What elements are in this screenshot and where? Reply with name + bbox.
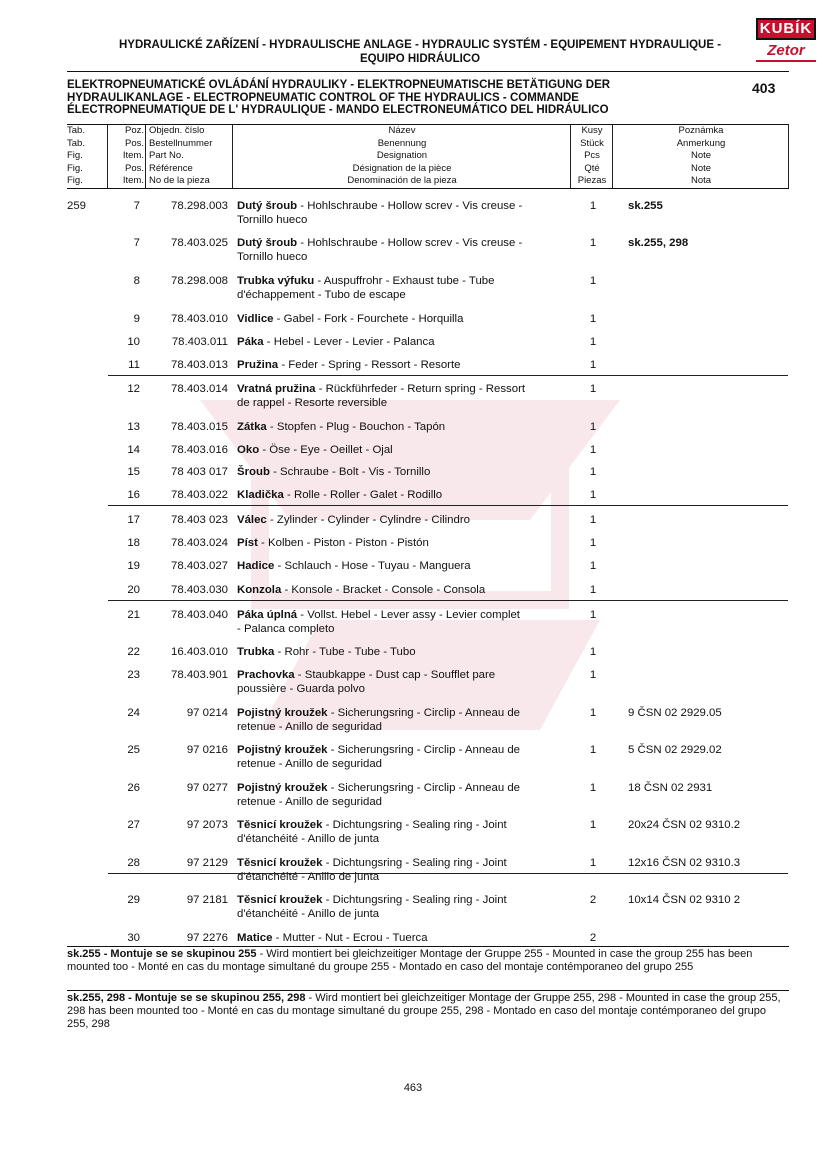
footnote-sk255 bbox=[67, 948, 787, 974]
column-heading-name: Název Benennung Designation Désignation de la pièce Denominación de la pieza bbox=[347, 125, 457, 187]
row-note: 20x24 ČSN 02 9310.2 bbox=[628, 819, 741, 831]
row-position: 9 bbox=[133, 313, 140, 325]
row-name bbox=[237, 236, 567, 264]
row-name-translations: - Sicherungsring - Circlip - Anneau de bbox=[327, 707, 520, 719]
row-name bbox=[237, 668, 567, 696]
row-name-czech: Páka bbox=[237, 336, 264, 348]
row-position: 22 bbox=[127, 646, 140, 658]
row-note: 10x14 ČSN 02 9310 2 bbox=[628, 894, 741, 906]
row-quantity: 1 bbox=[589, 560, 597, 572]
row-quantity: 1 bbox=[589, 609, 597, 621]
row-name-translations: - Hohlschraube - Hollow screv - Vis creuse - bbox=[297, 237, 523, 249]
row-name-translations: - Rolle - Roller - Galet - Rodillo bbox=[283, 489, 443, 501]
row-name bbox=[237, 382, 567, 410]
row-position: 16 bbox=[127, 489, 140, 501]
row-quantity: 1 bbox=[589, 489, 597, 501]
row-order-number: 78.403.024 bbox=[170, 537, 228, 549]
row-name bbox=[237, 818, 567, 846]
row-order-number: 78.403.040 bbox=[170, 609, 228, 621]
row-quantity: 1 bbox=[589, 744, 597, 756]
brand-logo bbox=[756, 18, 816, 64]
row-quantity: 1 bbox=[589, 857, 597, 869]
row-name-translations: - Rückführfeder - Return spring - Ressort bbox=[315, 383, 526, 395]
row-name-czech: Dutý šroub bbox=[237, 200, 298, 212]
row-order-number: 78.403.016 bbox=[170, 444, 228, 456]
row-position: 18 bbox=[127, 537, 140, 549]
row-name-translations: - Hebel - Lever - Levier - Palanca bbox=[263, 336, 435, 348]
row-quantity: 2 bbox=[589, 894, 597, 906]
row-name-line-2: retenue - Anillo de seguridad bbox=[237, 758, 383, 770]
row-order-number: 78.298.003 bbox=[170, 200, 228, 212]
row-name-line-2: d'étanchéité - Anillo de junta bbox=[237, 833, 380, 845]
row-note: 5 ČSN 02 2929.02 bbox=[628, 744, 722, 756]
row-name-czech: Těsnicí kroužek bbox=[237, 857, 323, 869]
row-name-czech: Pojistný kroužek bbox=[237, 782, 328, 794]
group-number: 259 bbox=[67, 200, 87, 212]
row-name-czech: Zátka bbox=[237, 421, 267, 433]
row-order-number: 78.403 023 bbox=[170, 514, 228, 526]
row-name-translations: - Mutter - Nut - Ecrou - Tuerca bbox=[272, 932, 428, 944]
row-quantity: 1 bbox=[589, 782, 597, 794]
row-name-translations: - Sicherungsring - Circlip - Anneau de bbox=[327, 744, 520, 756]
row-quantity: 1 bbox=[589, 444, 597, 456]
table-header-rule bbox=[67, 188, 789, 189]
row-name-czech: Pružina bbox=[237, 359, 279, 371]
row-name bbox=[237, 781, 567, 809]
row-name-translations: - Dichtungsring - Sealing ring - Joint bbox=[322, 894, 507, 906]
column-heading-order-number: Objedn. číslo Bestellnummer Part No. Référence No de la pieza bbox=[149, 125, 213, 187]
row-order-number: 78 403 017 bbox=[170, 466, 228, 478]
row-position: 21 bbox=[127, 609, 140, 621]
section-title-line-2: HYDRAULIKANLAGE - ELECTROPNEUMATIC CONTROL OF THE HYDRAULICS - COMMANDE bbox=[67, 91, 579, 104]
row-position: 8 bbox=[133, 275, 140, 287]
row-name-translations: - Feder - Spring - Ressort - Resorte bbox=[278, 359, 461, 371]
column-divider bbox=[788, 125, 789, 188]
row-note: sk.255, 298 bbox=[628, 237, 689, 249]
row-position: 11 bbox=[128, 359, 140, 371]
row-order-number: 78.403.027 bbox=[170, 560, 228, 572]
row-name-line-2: - Palanca completo bbox=[237, 623, 335, 635]
row-quantity: 1 bbox=[589, 537, 597, 549]
row-order-number: 78.403.013 bbox=[170, 359, 228, 371]
column-divider bbox=[145, 125, 146, 188]
footnote-sk255-298 bbox=[67, 992, 787, 1031]
row-name-czech: Konzola bbox=[237, 584, 282, 596]
row-order-number: 78.403.014 bbox=[170, 383, 228, 395]
row-name bbox=[237, 856, 567, 884]
row-name bbox=[237, 199, 567, 227]
section-title bbox=[67, 79, 757, 117]
row-position: 26 bbox=[127, 782, 140, 794]
row-name bbox=[237, 335, 567, 349]
column-divider bbox=[232, 125, 233, 188]
row-name-czech: Těsnicí kroužek bbox=[237, 819, 323, 831]
row-quantity: 1 bbox=[589, 421, 597, 433]
row-name-czech: Šroub bbox=[237, 466, 270, 478]
row-quantity: 1 bbox=[589, 707, 597, 719]
row-name-czech: Pojistný kroužek bbox=[237, 707, 328, 719]
row-quantity: 1 bbox=[589, 275, 597, 287]
row-quantity: 1 bbox=[589, 669, 597, 681]
row-quantity: 1 bbox=[589, 466, 597, 478]
row-order-number: 97 2073 bbox=[186, 819, 228, 831]
row-quantity: 1 bbox=[589, 313, 597, 325]
row-note: 18 ČSN 02 2931 bbox=[628, 782, 713, 794]
row-name-czech: Kladička bbox=[237, 489, 284, 501]
row-position: 13 bbox=[127, 421, 140, 433]
row-order-number: 97 0277 bbox=[186, 782, 228, 794]
row-name bbox=[237, 583, 567, 597]
row-order-number: 78.403.010 bbox=[170, 313, 228, 325]
row-position: 28 bbox=[127, 857, 140, 869]
row-name-translations: - Konsole - Bracket - Console - Consola bbox=[281, 584, 486, 596]
row-name-czech: Dutý šroub bbox=[237, 237, 298, 249]
row-order-number: 78.403.901 bbox=[170, 669, 228, 681]
row-name-translations: - Schlauch - Hose - Tuyau - Manguera bbox=[274, 560, 471, 572]
row-name-czech: Vratná pružina bbox=[237, 383, 316, 395]
row-name-line-2: d'étanchéité - Anillo de junta bbox=[237, 908, 380, 920]
row-name-czech: Těsnicí kroužek bbox=[237, 894, 323, 906]
footnote-sk255-text: - Wird montiert bei gleichzeitiger Montage der Gruppe 255 - Mounted in case the group 255 has been mounted too - Monté en cas du montage simultané du groupe 255 - Montado en caso del montaje contémporaneo del grupo 255 bbox=[67, 948, 753, 973]
row-name bbox=[237, 358, 567, 372]
header-line-1: HYDRAULICKÉ ZAŘÍZENÍ - HYDRAULISCHE ANLAGE - HYDRAULIC SYSTÉM - EQUIPEMENT HYDRAULIQUE - bbox=[118, 39, 722, 51]
row-name-czech: Prachovka bbox=[237, 669, 295, 681]
row-quantity: 1 bbox=[589, 646, 597, 658]
row-name bbox=[237, 743, 567, 771]
row-separator bbox=[108, 505, 788, 506]
row-note: 12x16 ČSN 02 9310.3 bbox=[628, 857, 741, 869]
row-order-number: 78.403.011 bbox=[171, 336, 228, 348]
column-heading-position: Poz. Pos. Item. Pos. Item. bbox=[122, 125, 144, 187]
row-name bbox=[237, 559, 567, 573]
row-order-number: 97 2181 bbox=[186, 894, 228, 906]
row-name-translations: - Vollst. Hebel - Lever assy - Levier complet bbox=[297, 609, 520, 621]
row-name-translations: - Öse - Eye - Oeillet - Ojal bbox=[259, 444, 393, 456]
row-name-czech: Oko bbox=[237, 444, 260, 456]
row-order-number: 97 2129 bbox=[186, 857, 228, 869]
row-name bbox=[237, 465, 567, 479]
footnote-sk255-label: sk.255 - Montuje se se skupinou 255 bbox=[67, 948, 257, 960]
row-order-number: 97 0214 bbox=[186, 707, 228, 719]
row-name-translations: - Gabel - Fork - Fourchete - Horquilla bbox=[273, 313, 464, 325]
row-name bbox=[237, 443, 567, 457]
row-quantity: 2 bbox=[589, 932, 597, 944]
section-page-number: 403 bbox=[752, 80, 776, 96]
row-name-translations: - Hohlschraube - Hollow screv - Vis creuse - bbox=[297, 200, 523, 212]
row-name-line-2: Tornillo hueco bbox=[237, 214, 308, 226]
column-divider bbox=[107, 125, 108, 188]
row-quantity: 1 bbox=[589, 383, 597, 395]
row-quantity: 1 bbox=[589, 237, 597, 249]
row-note: sk.255 bbox=[628, 200, 663, 212]
row-position: 10 bbox=[127, 336, 140, 348]
row-name-line-2: de rappel - Resorte reversible bbox=[237, 397, 388, 409]
row-order-number: 78.403.022 bbox=[170, 489, 228, 501]
row-name-czech: Píst bbox=[237, 537, 258, 549]
row-name bbox=[237, 931, 567, 945]
row-name-line-2: retenue - Anillo de seguridad bbox=[237, 721, 383, 733]
row-order-number: 78.403.015 bbox=[170, 421, 228, 433]
column-heading-group: Tab. Tab. Fig. Fig. Fig. bbox=[67, 125, 85, 187]
row-separator bbox=[108, 873, 788, 874]
row-name-czech: Matice bbox=[237, 932, 273, 944]
row-name-line-2: Tornillo hueco bbox=[237, 251, 308, 263]
row-name-translations: - Kolben - Piston - Piston - Pistón bbox=[257, 537, 429, 549]
row-name-translations: - Auspuffrohr - Exhaust tube - Tube bbox=[314, 275, 495, 287]
row-name-czech: Trubka výfuku bbox=[237, 275, 315, 287]
row-name-translations: - Sicherungsring - Circlip - Anneau de bbox=[327, 782, 520, 794]
row-name-translations: - Schraube - Bolt - Vis - Tornillo bbox=[269, 466, 431, 478]
row-order-number: 78.298.008 bbox=[170, 275, 228, 287]
row-order-number: 78.403.030 bbox=[170, 584, 228, 596]
footnote-rule bbox=[67, 990, 789, 991]
section-title-line-3: ÉLECTROPNEUMATIQUE DE L' HYDRAULIQUE - MANDO ELECTRONEUMÁTICO DEL HIDRÁULICO bbox=[67, 104, 609, 116]
row-name-line-2: poussière - Guarda polvo bbox=[237, 683, 365, 695]
row-quantity: 1 bbox=[589, 359, 597, 371]
row-name-translations: - Rohr - Tube - Tube - Tubo bbox=[274, 646, 416, 658]
row-position: 25 bbox=[127, 744, 140, 756]
row-name bbox=[237, 608, 567, 636]
row-name-translations: - Dichtungsring - Sealing ring - Joint bbox=[322, 857, 507, 869]
row-name-translations: - Zylinder - Cylinder - Cylindre - Cilindro bbox=[266, 514, 470, 526]
row-order-number: 16.403.010 bbox=[170, 646, 228, 658]
row-position: 12 bbox=[127, 383, 140, 395]
header-rule bbox=[67, 71, 789, 72]
row-name-translations: - Staubkappe - Dust cap - Soufflet pare bbox=[294, 669, 496, 681]
logo-kubik-text: KUBÍK bbox=[756, 18, 816, 40]
footnote-sk255-298-text: - Wird montiert bei gleichzeitiger Montage der Gruppe 255, 298 - Mounted in case the group 255, 298 has been mounted too - Monté en cas du montage simultané du groupe 255, 298 - Montado en caso del montaje contémporaneo del grupo 255, 298 bbox=[67, 992, 781, 1030]
row-name-line-2: d'échappement - Tubo de escape bbox=[237, 289, 406, 301]
footnote-sk255-298-label: sk.255, 298 - Montuje se se skupinou 255, 298 bbox=[67, 992, 306, 1004]
row-position: 17 bbox=[127, 514, 140, 526]
row-position: 14 bbox=[127, 444, 140, 456]
row-name-czech: Hadice bbox=[237, 560, 275, 572]
row-name bbox=[237, 420, 567, 434]
row-quantity: 1 bbox=[589, 584, 597, 596]
row-name-line-2: d'étanchéité - Anillo de junta bbox=[237, 871, 380, 883]
column-divider bbox=[570, 125, 571, 188]
row-name bbox=[237, 645, 567, 659]
row-separator bbox=[108, 600, 788, 601]
row-position: 30 bbox=[127, 932, 140, 944]
row-name-translations: - Dichtungsring - Sealing ring - Joint bbox=[322, 819, 507, 831]
row-position: 19 bbox=[127, 560, 140, 572]
section-title-line-1: ELEKTROPNEUMATICKÉ OVLÁDÁNÍ HYDRAULIKY - ELEKTROPNEUMATISCHE BETÄTIGUNG DER bbox=[67, 79, 611, 91]
row-position: 29 bbox=[127, 894, 140, 906]
column-divider bbox=[612, 125, 613, 188]
row-order-number: 78.403.025 bbox=[170, 237, 228, 249]
row-order-number: 97 2276 bbox=[186, 932, 228, 944]
document-header bbox=[80, 38, 760, 66]
row-name bbox=[237, 513, 567, 527]
row-order-number: 97 0216 bbox=[186, 744, 228, 756]
row-name bbox=[237, 488, 567, 502]
row-name-czech: Páka úplná bbox=[237, 609, 298, 621]
page-footer-number: 463 bbox=[403, 1082, 423, 1094]
row-position: 27 bbox=[127, 819, 140, 831]
row-name bbox=[237, 706, 567, 734]
row-name-czech: Trubka bbox=[237, 646, 275, 658]
row-name bbox=[237, 536, 567, 550]
header-line-2: EQUIPO HIDRÁULICO bbox=[359, 53, 481, 65]
row-position: 7 bbox=[133, 200, 140, 212]
row-position: 15 bbox=[127, 466, 140, 478]
row-note: 9 ČSN 02 2929.05 bbox=[628, 707, 722, 719]
row-position: 24 bbox=[127, 707, 140, 719]
row-quantity: 1 bbox=[589, 336, 597, 348]
row-position: 23 bbox=[127, 669, 140, 681]
row-name-line-2: retenue - Anillo de seguridad bbox=[237, 796, 383, 808]
logo-zetor-text: Zetor bbox=[756, 42, 816, 62]
row-position: 20 bbox=[127, 584, 140, 596]
row-name-translations: - Stopfen - Plug - Bouchon - Tapón bbox=[266, 421, 446, 433]
row-name-czech: Pojistný kroužek bbox=[237, 744, 328, 756]
row-separator bbox=[108, 375, 788, 376]
row-quantity: 1 bbox=[589, 200, 597, 212]
row-position: 7 bbox=[133, 237, 140, 249]
column-heading-note: Poznámka Anmerkung Note Note Nota bbox=[676, 125, 726, 187]
row-name-czech: Válec bbox=[237, 514, 267, 526]
column-heading-quantity: Kusy Stück Pcs Qté Piezas bbox=[577, 125, 607, 187]
row-name bbox=[237, 893, 567, 921]
row-name bbox=[237, 274, 567, 302]
row-name-czech: Vidlice bbox=[237, 313, 274, 325]
table-bottom-rule bbox=[67, 946, 789, 947]
row-name bbox=[237, 312, 567, 326]
row-quantity: 1 bbox=[589, 819, 597, 831]
row-quantity: 1 bbox=[589, 514, 597, 526]
